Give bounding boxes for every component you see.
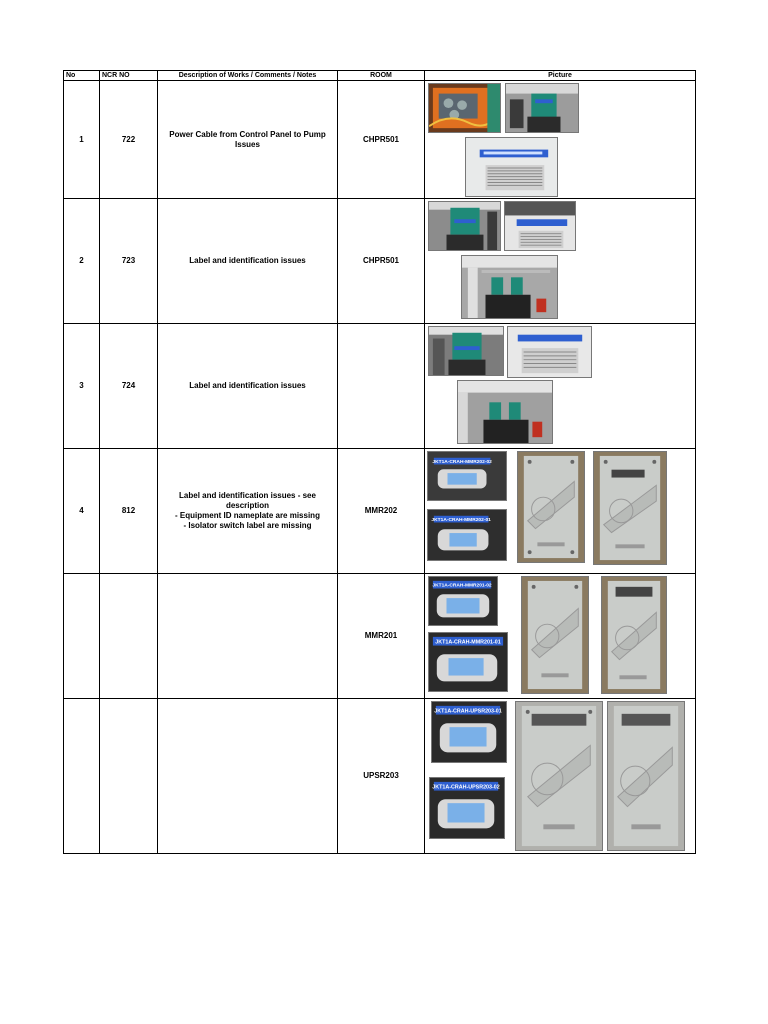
equipment-label-text: JKT1A-CRAH-MMR202-01 [431, 518, 491, 524]
row-ncr-no: 722 [100, 81, 158, 199]
photo-isolator-switch [521, 576, 589, 694]
row-pictures [425, 574, 696, 699]
header-description: Description of Works / Comments / Notes [158, 71, 338, 81]
row-no [64, 574, 100, 699]
row-ncr-no: 812 [100, 449, 158, 574]
photo-crah-display [427, 509, 507, 561]
table-row [64, 81, 696, 199]
header-row [64, 71, 696, 81]
row-description [158, 199, 338, 324]
row-ncr-no [100, 574, 158, 699]
row-no: 3 [64, 324, 100, 449]
row-no [64, 699, 100, 854]
header-no: No [64, 71, 100, 81]
header-picture: Picture [425, 71, 696, 81]
equipment-label-text: JKT1A-CRAH-MMR201-01 [435, 639, 501, 646]
photo-isolator-switch [515, 701, 603, 851]
row-room: MMR201 [338, 574, 425, 699]
ncr-table [63, 70, 696, 854]
photo-pump-room [457, 380, 553, 444]
photo-isolator-switch [593, 451, 667, 565]
description-line: Label and identification issues [189, 256, 306, 265]
row-description [158, 574, 338, 699]
header-ncr-no: NCR NO [100, 71, 158, 81]
header-room: ROOM [338, 71, 425, 81]
row-room [338, 324, 425, 449]
photo-pump [428, 326, 504, 376]
description-line: Label and identification issues [189, 381, 306, 390]
photo-panel-label [465, 137, 558, 197]
description-line: - Equipment ID nameplate are missing [175, 511, 320, 520]
row-description [158, 324, 338, 449]
photo-crah-display [429, 777, 505, 839]
photo-panel-label [507, 326, 592, 378]
table-row [64, 699, 696, 854]
photo-crah-display [428, 632, 508, 692]
equipment-label-text: JKT1A-CRAH-UPSR203-02 [432, 784, 500, 791]
row-room: MMR202 [338, 449, 425, 574]
row-no: 2 [64, 199, 100, 324]
row-ncr-no [100, 699, 158, 854]
photo-isolator-switch [607, 701, 685, 851]
photo-crah-display [431, 701, 507, 763]
row-pictures [425, 699, 696, 854]
photo-isolator-switch [601, 576, 667, 694]
row-room: CHPR501 [338, 199, 425, 324]
row-description [158, 81, 338, 199]
table-row [64, 449, 696, 574]
photo-crah-display [427, 451, 507, 501]
row-ncr-no: 723 [100, 199, 158, 324]
table-row [64, 324, 696, 449]
row-description [158, 699, 338, 854]
description-line: - Isolator switch label are missing [183, 521, 312, 530]
equipment-label-text: JKT1A-CRAH-UPSR203-01 [434, 708, 502, 715]
row-room: CHPR501 [338, 81, 425, 199]
row-pictures [425, 449, 696, 574]
row-pictures [425, 324, 696, 449]
photo-pump [428, 201, 501, 251]
table-row [64, 574, 696, 699]
row-no: 1 [64, 81, 100, 199]
photo-pump-room [461, 255, 558, 319]
photo-panel-label [504, 201, 576, 251]
description-line: Power Cable from Control Panel to Pump [169, 129, 326, 139]
description-line: Issues [235, 139, 260, 149]
equipment-label-text: JKT1A-CRAH-MMR202-02 [432, 460, 492, 466]
photo-cable-junction-box [428, 83, 501, 133]
row-no: 4 [64, 449, 100, 574]
photo-pump [505, 83, 579, 133]
table-row [64, 199, 696, 324]
row-ncr-no: 724 [100, 324, 158, 449]
equipment-label-text: JKT1A-CRAH-MMR201-02 [432, 583, 492, 589]
row-pictures [425, 199, 696, 324]
photo-isolator-switch [517, 451, 585, 563]
row-room: UPSR203 [338, 699, 425, 854]
row-pictures [425, 81, 696, 199]
description-line: description [225, 501, 270, 510]
description-line: Label and identification issues - see [179, 491, 316, 500]
row-description [158, 449, 338, 574]
photo-crah-display [428, 576, 498, 626]
